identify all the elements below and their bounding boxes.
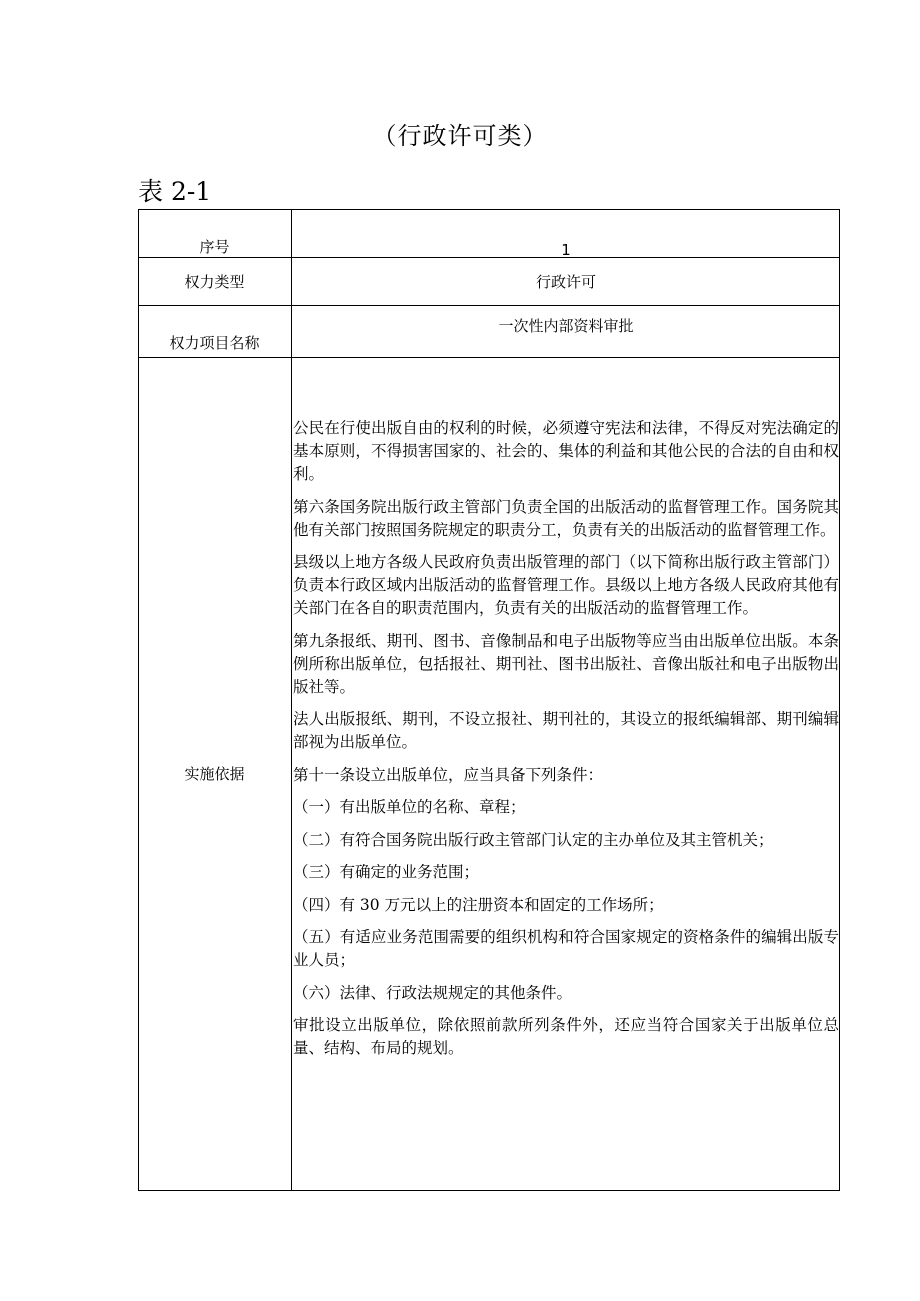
row-label-serial: 序号 — [199, 238, 230, 256]
basis-paragraph: （一）有出版单位的名称、章程； — [293, 798, 526, 816]
basis-paragraph: 第十一条设立出版单位，应当具备下列条件： — [293, 765, 604, 784]
basis-paragraph: （四）有 30 万元以上的注册资本和固定的工作场所； — [293, 895, 664, 914]
basis-paragraph: （五）有适应业务范围需要的组织机构和符合国家规定的资格条件的编辑出版专业人员； — [293, 928, 839, 969]
basis-paragraph: （六）法律、行政法规规定的其他条件。 — [293, 983, 573, 1002]
basis-paragraph: 第九条报纸、期刊、图书、音像制品和电子出版物等应当由出版单位出版。本条例所称出版单位，包括报社、期刊社、图书出版社、音像出版社和电子出版物出版社等。 — [293, 631, 839, 696]
row-value-serial: 1 — [561, 241, 571, 259]
row-label-basis: 实施依据 — [184, 765, 245, 783]
table-label: 表 2-1 — [138, 177, 212, 206]
row-divider — [138, 357, 840, 358]
basis-text — [293, 417, 839, 1070]
row-value-item-name: 一次性内部资料审批 — [498, 317, 634, 335]
basis-paragraph: 县级以上地方各级人民政府负责出版管理的部门（以下简称出版行政主管部门）负责本行政区域内出版活动的监督管理工作。县级以上地方各级人民政府其他有关部门在各自的职责范围内，负责有关的出版活动的监督管理工作。 — [293, 553, 839, 617]
basis-paragraph: （三）有确定的业务范围； — [293, 863, 480, 881]
basis-paragraph: 审批设立出版单位，除依照前款所列条件外，还应当符合国家关于出版单位总量、结构、布局的规划。 — [293, 1016, 839, 1057]
row-value-power-type: 行政许可 — [535, 273, 596, 291]
basis-paragraph: 第六条国务院出版行政主管部门负责全国的出版活动的监督管理工作。国务院其他有关部门按照国务院规定的职责分工，负责有关的出版活动的监督管理工作。 — [293, 497, 839, 539]
basis-paragraph: 公民在行使出版自由的权利的时候，必须遵守宪法和法律，不得反对宪法确定的基本原则，不得损害国家的、社会的、集体的利益和其他公民的合法的自由和权利。 — [293, 419, 839, 483]
row-label-power-type: 权力类型 — [184, 273, 245, 291]
row-label-item-name: 权力项目名称 — [169, 334, 260, 352]
basis-paragraph: （二）有符合国务院出版行政主管部门认定的主办单位及其主管机关； — [293, 830, 774, 849]
basis-paragraph: 法人出版报纸、期刊，不设立报社、期刊社的，其设立的报纸编辑部、期刊编辑部视为出版单位。 — [293, 710, 839, 751]
page-title: （行政许可类） — [372, 122, 548, 150]
row-divider — [138, 305, 840, 306]
